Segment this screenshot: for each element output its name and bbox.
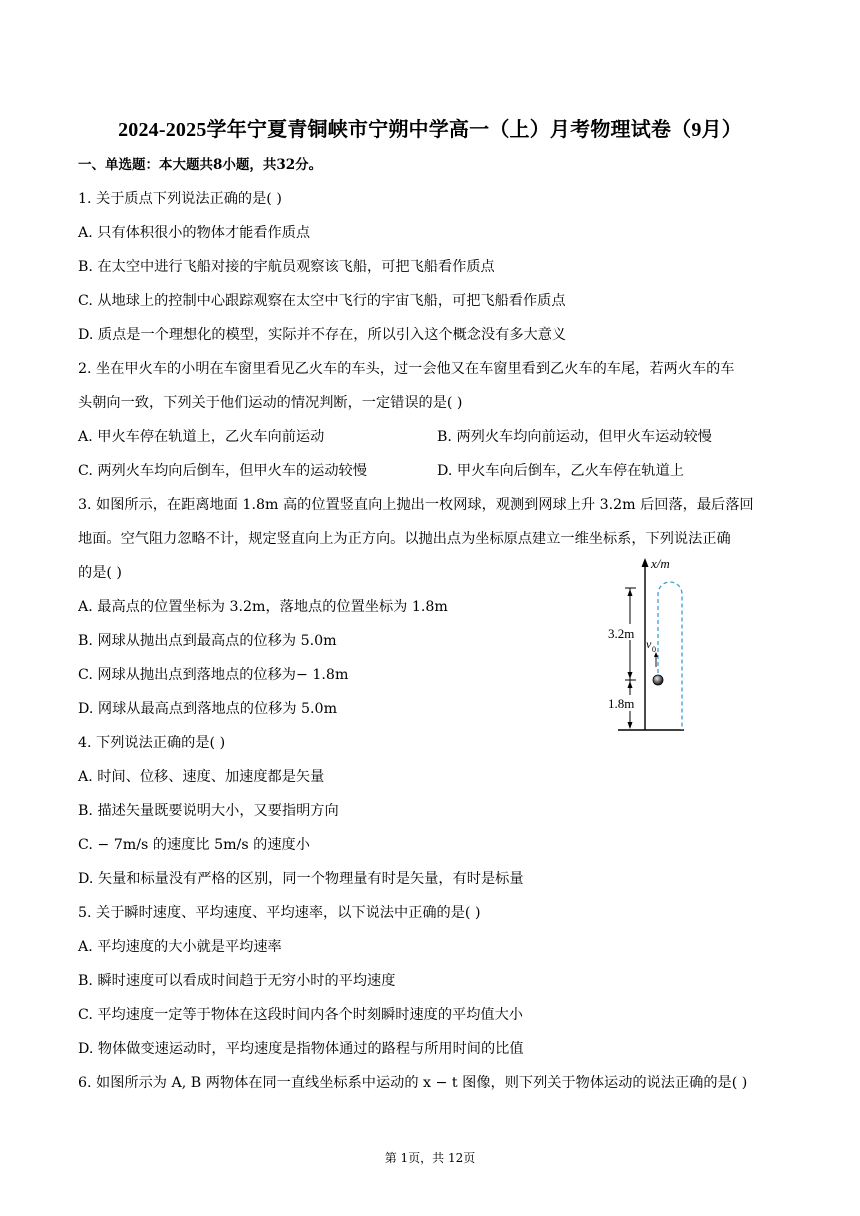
q4-stem: 4. 下列说法正确的是( )	[78, 735, 226, 751]
axis-label: x/m	[651, 556, 670, 571]
dim-arrow-icon	[628, 672, 633, 679]
q3-stem-line1: 3. 如图所示，在距离地面 1.8m 高的位置竖直向上抛出一枚网球，观测到网球上升 3.2m 后回落，最后落回	[78, 497, 754, 513]
q5-option-d: D. 物体做变速运动时，平均速度是指物体通过的路程与所用时间的比值	[78, 1041, 524, 1057]
axis-arrow-icon	[642, 558, 649, 567]
q5-stem: 5. 关于瞬时速度、平均速度、平均速率，以下说法中正确的是( )	[78, 905, 481, 921]
q3-option-d: D. 网球从最高点到落地点的位移为 5.0m	[78, 701, 338, 717]
q1-option-a: A. 只有体积很小的物体才能看作质点	[78, 225, 311, 241]
q3-option-c: C. 网球从抛出点到落地点的位移为− 1.8m	[78, 667, 349, 683]
q2-stem-line1: 2. 坐在甲火车的小明在车窗里看见乙火车的车头，过一会他又在车窗里看到乙火车的车尾，若两火车的车	[78, 361, 735, 377]
dim-arrow-icon	[628, 722, 633, 729]
q2-option-d: D. 甲火车向后倒车，乙火车停在轨道上	[437, 463, 684, 479]
q3-option-a: A. 最高点的位置坐标为 3.2m，落地点的位置坐标为 1.8m	[78, 599, 448, 615]
dim-arrow-icon	[628, 589, 633, 596]
q4-option-b: B. 描述矢量既要说明大小，又要指明方向	[78, 803, 339, 819]
q2-option-b: B. 两列火车均向前运动，但甲火车运动较慢	[437, 429, 712, 445]
page-footer: 第 1页，共 12页	[384, 1151, 476, 1165]
q1-stem: 1. 关于质点下列说法正确的是( )	[78, 191, 282, 207]
q3-figure	[588, 552, 698, 738]
ball-icon	[653, 675, 663, 685]
section-heading: 一、单选题：本大题共8小题，共32分。	[78, 157, 323, 173]
q3-stem-line2: 地面。空气阻力忽略不计，规定竖直向上为正方向。以抛出点为坐标原点建立一维坐标系，下列说法正确	[78, 531, 731, 547]
q5-option-c: C. 平均速度一定等于物体在这段时间内各个时刻瞬时速度的平均值大小	[78, 1007, 523, 1023]
q3-option-b: B. 网球从抛出点到最高点的位移为 5.0m	[78, 633, 337, 649]
q4-option-c: C. − 7m/s 的速度比 5m/s 的速度小	[78, 837, 310, 853]
velocity-subscript: 0	[652, 645, 656, 654]
q2-option-a: A. 甲火车停在轨道上，乙火车向前运动	[78, 429, 325, 445]
lower-distance-label: 1.8m	[608, 696, 635, 711]
dim-arrow-icon	[628, 681, 633, 688]
exam-title: 2024-2025学年宁夏青铜峡市宁朔中学高一（上）月考物理试卷（9月）	[118, 119, 742, 141]
velocity-label: v	[646, 637, 652, 651]
q6-stem: 6. 如图所示为 A, B 两物体在同一直线坐标系中运动的 x − t 图像，则下列关于物体运动的说法正确的是( )	[78, 1075, 748, 1091]
q1-option-c: C. 从地球上的控制中心跟踪观察在太空中飞行的宇宙飞船，可把飞船看作质点	[78, 293, 566, 309]
q1-option-d: D. 质点是一个理想化的模型，实际并不存在，所以引入这个概念没有多大意义	[78, 327, 567, 343]
q2-stem-line2: 头朝向一致，下列关于他们运动的情况判断，一定错误的是( )	[78, 395, 463, 411]
q4-option-a: A. 时间、位移、速度、加速度都是矢量	[78, 769, 325, 785]
ball-trajectory-diagram	[588, 552, 698, 734]
q3-stem-line3: 的是( )	[78, 565, 122, 581]
q2-option-c: C. 两列火车均向后倒车，但甲火车的运动较慢	[78, 463, 367, 479]
q1-option-b: B. 在太空中进行飞船对接的宇航员观察该飞船，可把飞船看作质点	[78, 259, 495, 275]
upper-distance-label: 3.2m	[608, 626, 635, 641]
q5-option-b: B. 瞬时速度可以看成时间趋于无穷小时的平均速度	[78, 973, 396, 989]
q5-option-a: A. 平均速度的大小就是平均速率	[78, 939, 282, 955]
trajectory-path	[658, 582, 682, 730]
q4-option-d: D. 矢量和标量没有严格的区别，同一个物理量有时是矢量，有时是标量	[78, 871, 524, 887]
